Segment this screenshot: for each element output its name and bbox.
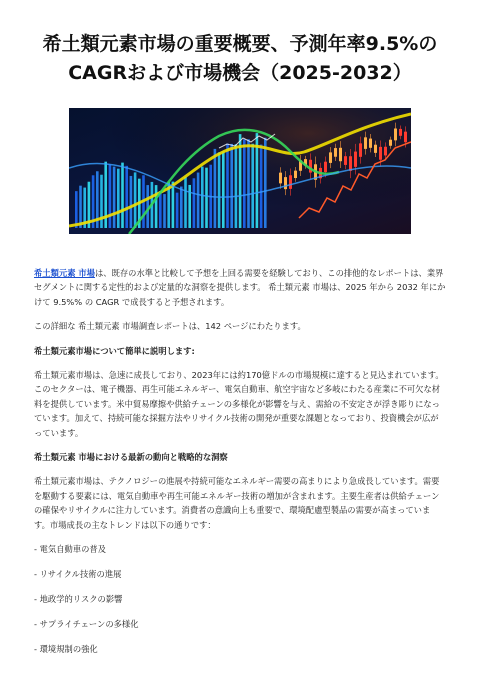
pages-note: この詳細な 希土類元素 市場調査レポートは、142 ページにわたります。 [34,321,306,332]
market-link[interactable]: 希土類元素 市場 [34,268,95,278]
list-item: - 地政学的リスクの影響 [34,593,123,604]
list-item: - リサイクル技術の進展 [34,569,122,579]
list-item: - 電気自動車の普及 [34,544,107,555]
section-1-text: 希土類元素市場は、急速に成長しており、2023年には約170億ドルの市場規模に達すると見込まれています。このセクターは、電子機器、再生可能エネルギー、電気自動車、航空宇宙など多岐にわたる産業に不可欠な材料を提供しています。米中貿易摩擦や供給チェーンの多様化が影響を与え、需給の不安定さが浮き彫りになっています。加えて、持続可能な採掘方法やリサイクル技術の開発が重要な課題となっており、投資機会が広がっています。 [34,370,444,438]
section-2-text: 希土類元素市場は、テクノロジーの進展や持続可能なエネルギー需要の高まりにより急成長しています。需要を駆動する要素には、電気自動車や再生可能エネルギー技術の増加が含まれます。主要生産者は供給チェーンの確保やリサイクルに注力しています。消費者の意識向上も重要で、環境配慮型製品の需要が高まっています。市場成長の主なトレンドは以下の通りです： [34,476,440,530]
section-2-heading: 希土類元素 市場における最新の動向と戦略的な洞察 [34,452,228,463]
intro-paragraph [34,266,446,309]
list-item: - サプライチェーンの多様化 [34,618,139,629]
list-item: - 環境規制の強化 [34,643,98,654]
title-line-2: CAGRおよび市場機会（2025-2032） [68,62,412,84]
section-1-heading: 希土類元素市場について簡単に説明します: [34,345,195,356]
hero-market-chart-image [69,108,411,234]
title-line-1: 希土類元素市場の重要概要、予測年率9.5%の [42,33,438,55]
intro-text: は、既存の水準と比較して予想を上回る需要を経験しており、この排他的なレポートは、業界セグメントに関する定性的および定量的な洞察を提供します。 希土類元素 市場は、2025 年から 2032 年にかけて 9.5%% の CAGR で成長すると予想されます。 [34,268,446,307]
page-title [34,0,446,88]
article-body [34,266,446,656]
